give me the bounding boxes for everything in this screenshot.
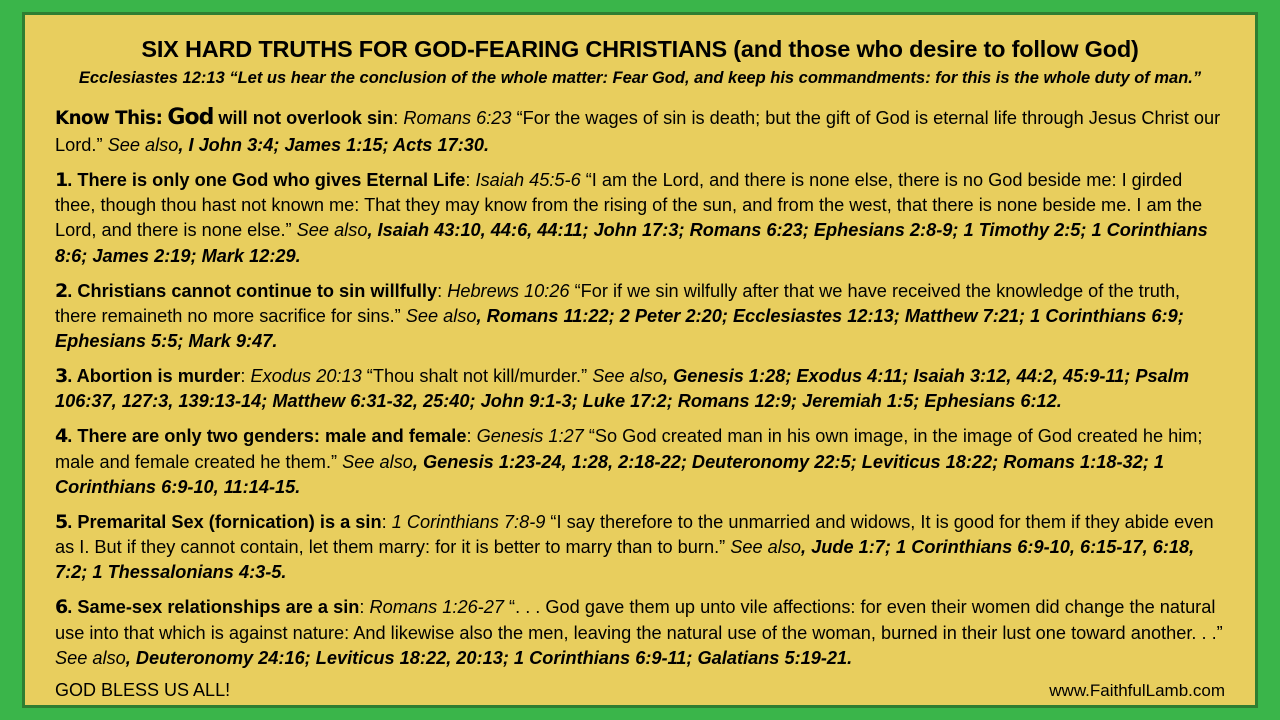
item-number: 4 — [55, 425, 68, 448]
item-quote: “So God created man in his own image, in the image of God created he him; male and female created he them.” — [55, 426, 1203, 472]
item-quote: “I say therefore to the unmarried and widows, It is good for them if they abide even as I. But if they cannot contain, let them marry: for it is better to marry than to burn.” — [55, 511, 1214, 558]
truth-item-2 — [55, 278, 1225, 354]
item-see-also-list: , Romans 11:22; 2 Peter 2:20; Ecclesiastes 12:13; Matthew 7:21; 1 Corinthians 6:9; Ephesians 5:5; Mark 9:47. — [55, 305, 1184, 351]
intro-quote: “For the wages of sin is death; but the gift of God is eternal life through Jesus Christ our Lord.” — [55, 107, 1221, 155]
item-see-also-label: See also — [592, 366, 663, 387]
item-colon: : — [437, 280, 443, 301]
poster-body — [55, 103, 1225, 701]
poster-footer — [55, 680, 1225, 701]
truth-item-6 — [55, 594, 1225, 670]
intro-paragraph — [55, 103, 1225, 158]
page-title: SIX HARD TRUTHS FOR GOD-FEARING CHRISTIANS (and those who desire to follow God) — [141, 36, 1139, 62]
intro-colon: : — [393, 107, 399, 128]
item-see-also-list: , Genesis 1:23-24, 1:28, 2:18-22; Deuteronomy 22:5; Leviticus 18:22; Romans 1:18-32; 1 Corinthians 6:9-10, 11:14-15. — [55, 451, 1164, 497]
item-heading: . Abortion is murder — [67, 366, 241, 387]
item-heading: . Premarital Sex (fornication) is a sin — [67, 511, 382, 532]
item-quote: “I am the Lord, and there is none else, there is no God beside me: I girded thee, though thou hast not known me: That they may know from the rising of the sun, and from the west, that there is none beside me. I am the Lord, and there is none else.” — [55, 170, 1203, 241]
item-reference: Isaiah 45:5-6 — [470, 170, 586, 191]
item-number: 2 — [55, 279, 68, 302]
poster-card — [22, 12, 1258, 708]
item-see-also-label: See also — [730, 537, 802, 558]
page-subtitle: Ecclesiastes 12:13 “Let us hear the conclusion of the whole matter: Fear God, and keep his commandments: for this is the whole duty of man.” — [78, 68, 1202, 87]
god-word: God — [167, 104, 214, 130]
truth-item-4 — [55, 423, 1225, 499]
item-heading: . Christians cannot continue to sin willfully — [67, 280, 438, 301]
item-quote: “For if we sin wilfully after that we have received the knowledge of the truth, there remaineth no more sacrifice for sins.” — [55, 280, 1181, 326]
item-heading: . There are only two genders: male and female — [67, 426, 467, 447]
truth-item-5 — [55, 509, 1225, 585]
item-number: 1 — [55, 169, 68, 192]
item-see-also-list: , Isaiah 43:10, 44:6, 44:11; John 17:3; Romans 6:23; Ephesians 2:8-9; 1 Timothy 2:5; 1 Corinthians 8:6; James 2:19; Mark 12:29. — [55, 220, 1208, 266]
item-number: 6 — [55, 596, 68, 619]
item-colon: : — [466, 426, 472, 447]
item-colon: : — [240, 366, 246, 387]
intro-see-also-label: See also — [107, 135, 179, 155]
item-number: 3 — [55, 365, 68, 388]
item-see-also-label: See also — [342, 451, 413, 472]
truth-item-3 — [55, 363, 1225, 414]
item-see-also-list: , Jude 1:7; 1 Corinthians 6:9-10, 6:15-17, 6:18, 7:2; 1 Thessalonians 4:3-5. — [55, 537, 1195, 583]
item-heading: . There is only one God who gives Eternal Life — [67, 170, 466, 191]
item-see-also-label: See also — [296, 220, 368, 241]
item-reference: Genesis 1:27 — [471, 426, 589, 447]
intro-reference: Romans 6:23 — [398, 107, 517, 128]
item-see-also-list: , Genesis 1:28; Exodus 4:11; Isaiah 3:12, 44:2, 45:9-11; Psalm 106:37, 127:3, 139:13-14; Matthew 6:31-32, 25:40; John 9:1-3; Luke 17:2; Romans 12:9; Jeremiah 1:5; Ephesians 6:12. — [55, 366, 1189, 412]
item-see-also-label: See also — [405, 305, 477, 326]
item-colon: : — [465, 170, 471, 191]
item-colon: : — [381, 511, 387, 532]
intro-headline: will not overlook sin — [213, 107, 394, 128]
truth-item-1 — [55, 167, 1225, 269]
item-reference: Exodus 20:13 — [245, 366, 367, 387]
item-reference: Hebrews 10:26 — [442, 280, 575, 301]
intro-see-also-list: , I John 3:4; James 1:15; Acts 17:30. — [178, 135, 490, 155]
blessing-text: GOD BLESS US ALL! — [55, 679, 231, 700]
item-reference: 1 Corinthians 7:8-9 — [386, 511, 551, 532]
item-quote: “Thou shalt not kill/murder.” — [366, 366, 593, 387]
item-number: 5 — [55, 510, 68, 533]
know-this-label: Know This: — [55, 107, 163, 129]
item-see-also-list: , Deuteronomy 24:16; Leviticus 18:22, 20:13; 1 Corinthians 6:9-11; Galatians 5:19-21. — [125, 647, 853, 668]
item-reference: Romans 1:26-27 — [364, 597, 510, 618]
item-colon: : — [359, 597, 365, 618]
website-link[interactable]: www.FaithfulLamb.com — [1049, 680, 1225, 700]
item-see-also-label: See also — [55, 647, 126, 668]
item-heading: . Same-sex relationships are a sin — [67, 597, 360, 618]
item-quote: “. . . God gave them up unto vile affections: for even their women did change the natural use into that which is against nature: And likewise also the men, leaving the natural use of the woman, burned in their lust one toward another. . .” — [55, 597, 1223, 643]
